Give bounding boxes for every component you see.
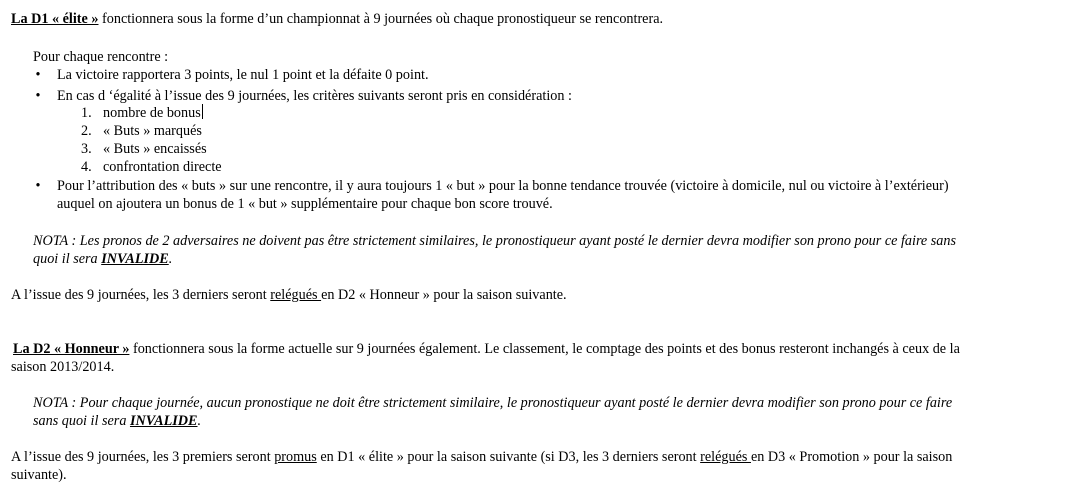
d2-note-end: . [197,413,202,429]
d2-outcome-line1 [11,448,1059,466]
d1-intro: fonctionnera sous la forme d’un championnat à 9 journées où chaque pronostiqueur se rencontrera. [98,11,664,27]
bullet-icon: • [35,178,41,194]
d2-outcome-promus: promus [274,449,317,465]
criteria-label: « Buts » marqués [103,123,202,139]
d2-outcome-end: en D3 « Promotion » pour la saison [750,449,953,465]
d2-heading-paragraph [13,340,1059,358]
bullet-goals-line1: Pour l’attribution des « buts » sur une rencontre, il y aura toujours 1 « but » pour la bonne tendance trouvée (victoire à domicile, nul ou victoire à l’extérieur) [57,178,949,194]
d1-note-line1: NOTA : Les pronos de 2 adversaires ne doivent pas être strictement similaires, le pronostiqueur ayant posté le dernier devra modifier son prono pour ce faire sans [33,233,957,249]
d2-title: La D2 « Honneur » [13,341,130,357]
criteria-label-text: nombre de bonus [103,105,201,121]
criteria-label: confrontation directe [103,159,222,175]
per-match-label: Pour chaque rencontre : [33,49,169,65]
d2-intro-line2: saison 2013/2014. [11,359,115,375]
d1-outcome [11,286,1059,304]
d1-outcome-text: A l’issue des 9 journées, les 3 derniers seront [11,287,271,303]
criteria-label: « Buts » encaissés [103,141,207,157]
d1-note-invalid: INVALIDE [101,251,169,267]
bullet-icon: • [35,67,41,83]
bullet-icon: • [35,88,41,104]
text-cursor [202,104,203,119]
d2-outcome-mid: en D1 « élite » pour la saison suivante (si D3, les 3 derniers seront [316,449,701,465]
d2-note-invalid: INVALIDE [129,413,198,429]
d1-title: La D1 « élite » [11,11,99,27]
d2-outcome-text: A l’issue des 9 journées, les 3 premiers seront [11,449,275,465]
d1-outcome-end: en D2 « Honneur » pour la saison suivante. [321,287,567,303]
d2-intro-line1: fonctionnera sous la forme actuelle sur 9 journées également. Le classement, le comptage des points et des bonus resteront inchangés à ceux de la [129,341,960,357]
d1-heading-paragraph [11,10,1059,28]
d2-note-line2 [33,412,1059,430]
criteria-number: 2. [81,123,92,139]
d2-note-text: sans quoi il sera [33,413,130,429]
bullet-points-text: La victoire rapportera 3 points, le nul 1 point et la défaite 0 point. [57,67,429,83]
criteria-number: 1. [81,105,92,121]
bullet-tiebreak-text: En cas d ‘égalité à l’issue des 9 journées, les critères suivants seront pris en considération : [57,88,572,104]
bullet-goals-line2: auquel on ajoutera un bonus de 1 « but » supplémentaire pour chaque bon score trouvé. [57,196,553,212]
criteria-number: 4. [81,159,92,175]
d1-note-end: . [168,251,173,267]
d2-outcome-relegues: relégués [700,449,751,465]
criteria-label [103,104,203,122]
d1-note-text: quoi il sera [33,251,102,267]
d1-outcome-relegues: relégués [270,287,322,303]
d2-outcome-line2: suivante). [11,467,67,483]
criteria-number: 3. [81,141,92,157]
d2-note-line1: NOTA : Pour chaque journée, aucun pronostique ne doit être strictement similaire, le pronostiqueur ayant posté le dernier devra modifier son prono pour ce faire [33,395,953,411]
d1-note-line2 [33,250,1059,268]
